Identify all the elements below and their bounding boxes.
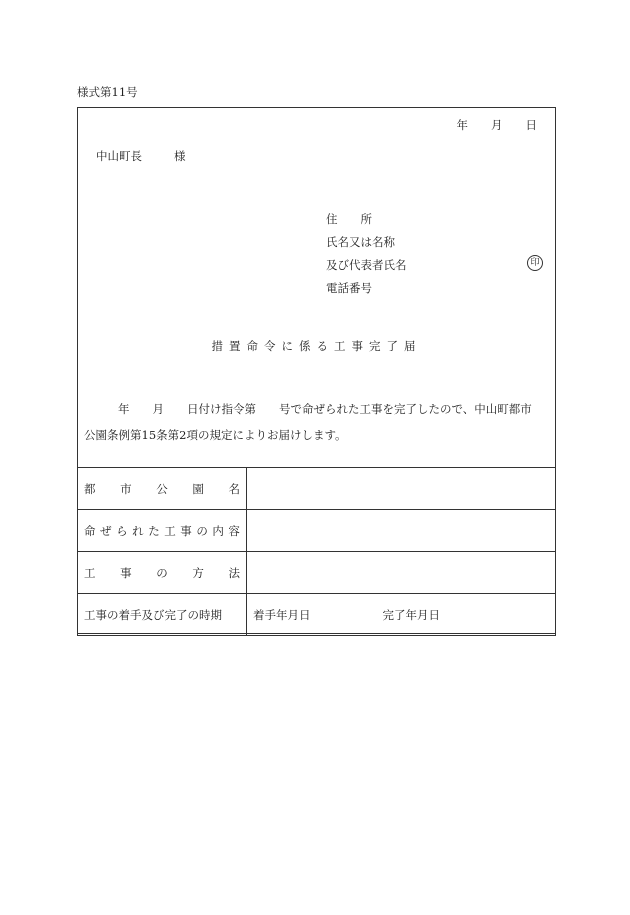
row-label-ordered-work: 命 ぜ ら れ た 工 事 の 内 容 [78,510,247,552]
work-period-field[interactable] [247,594,556,636]
table-row [78,594,556,636]
address-label: 住 所 [326,212,372,226]
date-line: 年 月 日 [456,118,537,132]
body-line-2: 公園条例第15条第2項の規定によりお届けします。 [84,428,347,442]
ordered-work-field[interactable] [247,510,556,552]
details-table [77,467,556,636]
form-number: 様式第11号 [77,85,138,99]
table-row [78,468,556,510]
seal-mark: 印 [527,255,543,271]
body-text [84,396,543,448]
addressee-honorific: 様 [174,149,186,163]
table-row [78,552,556,594]
representative-label: 及び代表者氏名 [326,258,407,272]
form-frame [77,107,556,634]
body-line-1: 年 月 日付け指令第 号で命ぜられた工事を完了したので、中山町都市 [118,402,532,416]
row-label-work-method: 工 事 の 方 法 [78,552,247,594]
name-label: 氏名又は名称 [326,235,395,249]
row-label-work-period: 工事の着手及び完了の時期 [78,594,247,636]
work-method-field[interactable] [247,552,556,594]
table-row [78,510,556,552]
addressee-name: 中山町長 [96,149,142,163]
addressee [96,148,186,164]
phone-label: 電話番号 [326,281,372,295]
document-title: 措置命令に係る工事完了届 [211,339,422,353]
park-name-field[interactable] [247,468,556,510]
row-label-park-name: 都 市 公 園 名 [78,468,247,510]
start-date-label: 着手年月日 [253,607,311,622]
applicant-block [326,208,407,300]
end-date-label: 完了年月日 [382,607,440,622]
